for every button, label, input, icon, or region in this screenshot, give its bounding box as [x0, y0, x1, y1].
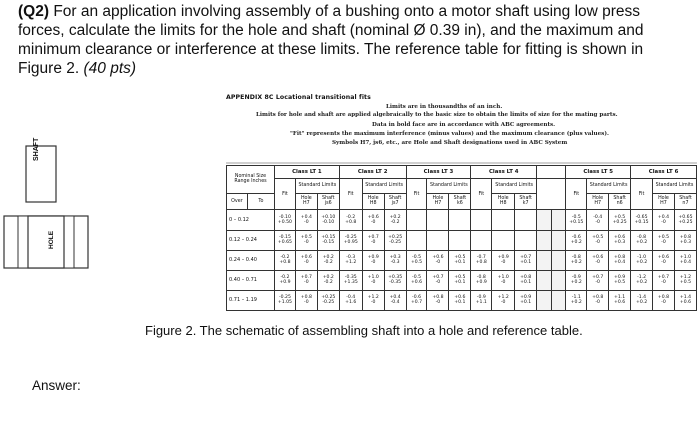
- table-cell: -0.25 +1.05: [275, 290, 296, 310]
- table-cell: -0.4 +1.6: [339, 290, 362, 310]
- class-lt5-header: Class LT 5: [566, 166, 631, 179]
- lt2-hole-header: Hole H8: [362, 193, 384, 210]
- table-cell: +0.3 -0.3: [384, 250, 406, 270]
- table-cell: -0.65 +0.15: [631, 210, 653, 230]
- table-cell: -0.3 +1.2: [339, 250, 362, 270]
- table-row: [227, 230, 697, 250]
- table-cell: +1.1 +0.6: [609, 290, 631, 310]
- table-cell: +0.5 -0: [653, 230, 675, 250]
- table-cell: +0.5 +0.1: [449, 250, 471, 270]
- shaft-label: SHAFT: [33, 137, 40, 161]
- table-cell: -0.6 +0.2: [566, 230, 587, 250]
- shaft-shape: [26, 146, 56, 202]
- table-cell: +0.6 -0: [427, 250, 449, 270]
- table-cell: [406, 230, 427, 250]
- table-cell: [515, 210, 537, 230]
- std-limits-header: Standard Limits: [362, 178, 406, 193]
- table-cell: +0.6 -0: [362, 210, 384, 230]
- figure-caption: Figure 2. The schematic of assembling shaft into a hole and reference table.: [145, 323, 583, 338]
- table-cell: -0.8 +0.2: [566, 250, 587, 270]
- table-cell: +0.6 -0: [587, 250, 609, 270]
- class-lt1-header: Class LT 1: [275, 166, 340, 179]
- table-cell: [551, 210, 566, 230]
- table-cell: +0.7 -0: [653, 270, 675, 290]
- size-range-cell: 0.24 – 0.40: [227, 250, 275, 270]
- table-cell: -0.2 +0.8: [275, 250, 296, 270]
- table-cell: -0.10 +0.50: [275, 210, 296, 230]
- lt1-shaft-header: Shaft js6: [317, 193, 339, 210]
- table-cell: [537, 290, 552, 310]
- table-cell: -0.2 +0.8: [339, 210, 362, 230]
- table-cell: [449, 230, 471, 250]
- table-cell: +0.35 -0.35: [384, 270, 406, 290]
- table-cell: +0.7 -0: [587, 270, 609, 290]
- table-cell: +0.2 -0.2: [317, 270, 339, 290]
- size-range-cell: 0.40 – 0.71: [227, 270, 275, 290]
- fit-header: Fit: [275, 178, 296, 210]
- table-cell: -0.2 +0.9: [275, 270, 296, 290]
- lt4-shaft-header: Shaft k7: [515, 193, 537, 210]
- table-cell: +0.65 +0.25: [674, 210, 696, 230]
- table-cell: [471, 230, 492, 250]
- class-lt4-header: Class LT 4: [471, 166, 537, 179]
- table-cell: +0.5 -0: [587, 230, 609, 250]
- lt1-hole-header: Hole H7: [295, 193, 317, 210]
- table-cell: -0.7 +0.8: [471, 250, 492, 270]
- table-cell: +0.8 +0.3: [674, 230, 696, 250]
- fit-header: Fit: [566, 178, 587, 210]
- table-cell: +1.0 -0: [362, 270, 384, 290]
- table-cell: [537, 270, 552, 290]
- table-row: [227, 210, 697, 230]
- table-cell: [515, 230, 537, 250]
- table-cell: [427, 230, 449, 250]
- table-cell: +0.7 -0: [362, 230, 384, 250]
- table-cell: +0.10 -0.10: [317, 210, 339, 230]
- fit-reference-table: [226, 165, 697, 311]
- table-cell: [492, 210, 515, 230]
- table-cell: +0.6 +0.1: [449, 290, 471, 310]
- lt4-hole-header: Hole H8: [492, 193, 515, 210]
- table-cell: +0.4 -0: [653, 210, 675, 230]
- table-cell: +0.9 -0: [362, 250, 384, 270]
- lt5-hole-header: Hole H7: [587, 193, 609, 210]
- note-5: Symbols H7, js6, etc., are Hole and Shaft designations used in ABC System: [332, 140, 568, 146]
- blank-header: [537, 166, 566, 179]
- class-lt6-header: Class LT 6: [631, 166, 697, 179]
- table-cell: -1.2 +0.2: [631, 270, 653, 290]
- size-range-cell: 0 – 0.12: [227, 210, 275, 230]
- table-cell: +0.8 -0: [587, 290, 609, 310]
- size-range-cell: 0.12 – 0.24: [227, 230, 275, 250]
- table-cell: +0.8 -0: [295, 290, 317, 310]
- table-cell: +0.8 -0: [653, 290, 675, 310]
- std-limits-header: Standard Limits: [427, 178, 471, 193]
- table-row: [227, 250, 697, 270]
- table-row: [227, 270, 697, 290]
- over-label: Over: [227, 193, 248, 210]
- std-limits-header: Standard Limits: [587, 178, 631, 193]
- table-cell: -0.4 -0: [587, 210, 609, 230]
- table-cell: [427, 210, 449, 230]
- table-body: [227, 210, 697, 311]
- fit-header: Fit: [631, 178, 653, 210]
- table-cell: [449, 210, 471, 230]
- table-cell: +0.2 -0.2: [317, 250, 339, 270]
- table-cell: +0.25 -0.25: [317, 290, 339, 310]
- question-body: For an application involving assembly of a bushing onto a motor shaft using low press forces, calculate the limits for the hole and shaft (nominal Ø 0.39 in), and the maximum and minimum clearance or interference at these limits. The reference table for fitting is shown in Figure 2.: [18, 3, 644, 77]
- note-3: Data in bold face are in accordance with ABC agreements.: [372, 122, 556, 128]
- class-lt3-header: Class LT 3: [406, 166, 471, 179]
- table-cell: +0.5 +0.1: [449, 270, 471, 290]
- lt3-shaft-header: Shaft k6: [449, 193, 471, 210]
- table-cell: [551, 230, 566, 250]
- table-cell: +0.7 -0: [295, 270, 317, 290]
- lt6-hole-header: Hole H7: [653, 193, 675, 210]
- table-cell: +1.2 -0: [362, 290, 384, 310]
- table-cell: +0.7 +0.1: [515, 250, 537, 270]
- note-4: "Fit" represents the maximum interference (minus values) and the maximum clearance (plus values).: [290, 131, 609, 137]
- table-cell: [406, 210, 427, 230]
- table-cell: +0.6 -0: [295, 250, 317, 270]
- table-cell: -1.4 +0.2: [631, 290, 653, 310]
- class-lt2-header: Class LT 2: [339, 166, 406, 179]
- lt3-hole-header: Hole H7: [427, 193, 449, 210]
- table-cell: +1.2 +0.5: [674, 270, 696, 290]
- note-2: Limits for hole and shaft are applied algebraically to the basic size to obtain the limits of size for the mating parts.: [256, 112, 618, 118]
- to-label: To: [247, 193, 274, 210]
- table-cell: -0.5 +0.15: [566, 210, 587, 230]
- std-limits-header: Standard Limits: [295, 178, 339, 193]
- table-cell: [471, 210, 492, 230]
- std-limits-header: Standard Limits: [492, 178, 537, 193]
- table-cell: +0.8 +0.1: [515, 270, 537, 290]
- table-cell: -0.35 +1.35: [339, 270, 362, 290]
- hole-inner-right: [64, 216, 74, 268]
- table-cell: -0.9 +0.2: [566, 270, 587, 290]
- table-cell: +0.4 -0.4: [384, 290, 406, 310]
- table-cell: [492, 230, 515, 250]
- fit-header: Fit: [471, 178, 492, 210]
- table-cell: [551, 270, 566, 290]
- table-cell: +1.0 +0.4: [674, 250, 696, 270]
- hole-inner-left: [18, 216, 28, 268]
- lt5-shaft-header: Shaft n6: [609, 193, 631, 210]
- std-limits-header: Standard Limits: [653, 178, 697, 193]
- answer-label: Answer:: [32, 378, 81, 393]
- table-cell: -0.9 +1.1: [471, 290, 492, 310]
- note-1: Limits are in thousandths of an inch.: [386, 104, 503, 110]
- table-cell: -0.6 +0.7: [406, 290, 427, 310]
- size-range-cell: 0.71 – 1.19: [227, 290, 275, 310]
- lt2-shaft-header: Shaft js7: [384, 193, 406, 210]
- table-cell: +0.6 -0: [653, 250, 675, 270]
- table-cell: +0.7 -0: [427, 270, 449, 290]
- table-cell: +0.8 -0: [427, 290, 449, 310]
- question-points: (40 pts): [83, 60, 137, 77]
- table-cell: +1.0 -0: [492, 270, 515, 290]
- table-cell: -1.0 +0.2: [631, 250, 653, 270]
- table-cell: -0.5 +0.5: [406, 250, 427, 270]
- table-row: [227, 290, 697, 310]
- table-cell: [551, 290, 566, 310]
- table-cell: +0.4 -0: [295, 210, 317, 230]
- table-cell: -0.8 +0.2: [631, 230, 653, 250]
- appendix-title: APPENDIX 8C Locational transitional fits: [226, 94, 371, 101]
- table-cell: -0.15 +0.65: [275, 230, 296, 250]
- question-number: (Q2): [18, 3, 49, 20]
- table-cell: +0.9 +0.5: [609, 270, 631, 290]
- table-cell: -0.5 +0.6: [406, 270, 427, 290]
- table-cell: +0.25 -0.25: [384, 230, 406, 250]
- table-cell: +0.15 -0.15: [317, 230, 339, 250]
- table-cell: +0.5 +0.25: [609, 210, 631, 230]
- hole-bore: [28, 216, 64, 268]
- hole-label: HOLE: [48, 230, 55, 249]
- table-cell: -0.8 +0.9: [471, 270, 492, 290]
- table-cell: -0.25 +0.95: [339, 230, 362, 250]
- table-cell: +0.2 -0.2: [384, 210, 406, 230]
- table-cell: +1.2 -0: [492, 290, 515, 310]
- table-cell: +0.9 +0.1: [515, 290, 537, 310]
- fit-header: Fit: [406, 178, 427, 210]
- table-cell: [537, 250, 552, 270]
- table-cell: [551, 250, 566, 270]
- table-cell: +1.4 +0.6: [674, 290, 696, 310]
- table-cell: [537, 210, 552, 230]
- table-cell: -1.1 +0.2: [566, 290, 587, 310]
- fit-header: Fit: [339, 178, 362, 210]
- nominal-size-header: Nominal Size Range Inches: [227, 166, 275, 194]
- lt6-shaft-header: Shaft n7: [674, 193, 696, 210]
- table-cell: +0.8 +0.4: [609, 250, 631, 270]
- table-cell: [537, 230, 552, 250]
- table-cell: +0.6 +0.3: [609, 230, 631, 250]
- table-cell: +0.9 -0: [492, 250, 515, 270]
- table-cell: +0.5 -0: [295, 230, 317, 250]
